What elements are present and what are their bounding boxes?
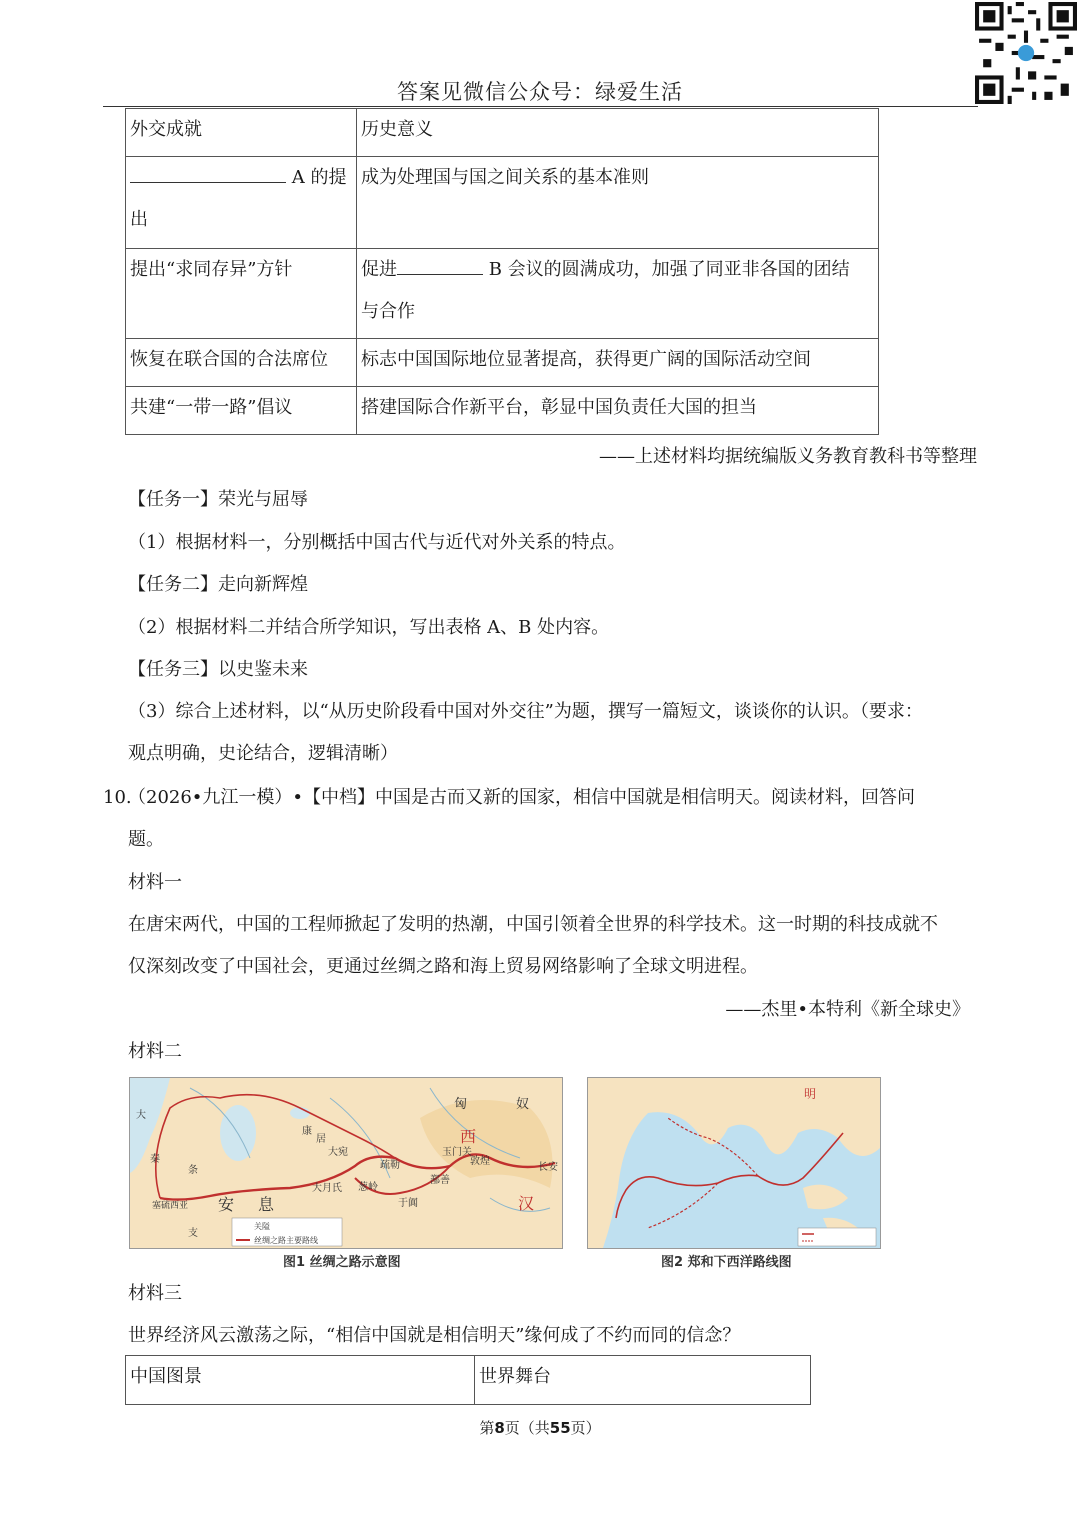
material2-label: 材料二 [128, 1041, 182, 1062]
answer-blank-b[interactable] [397, 254, 483, 275]
map-label: 西 [460, 1127, 477, 1146]
map-label: 安 [218, 1195, 235, 1214]
diplomacy-table [125, 108, 879, 435]
map-legend [798, 1228, 876, 1246]
figure2-caption: 图2 郑和下西洋路线图 [661, 1255, 792, 1270]
task3-question-line1: （3）综合上述材料，以“从历史阶段看中国对外交往”为题，撰写一篇短文，谈谈你的认识。（要求： [128, 701, 923, 722]
page-number: 8 [494, 1419, 505, 1437]
footer-text: 页（共 [504, 1419, 550, 1437]
map-label: 葱岭 [358, 1182, 378, 1193]
page-footer [0, 1417, 1080, 1438]
table-header-world-stage: 世界舞台 [475, 1356, 811, 1405]
table-row [126, 387, 879, 435]
table-cell: 标志中国国际地位显著提高，获得更广阔的国际活动空间 [357, 339, 879, 387]
material1-line1: 在唐宋两代，中国的工程师掀起了发明的热潮，中国引领着全世界的科学技术。这一时期的科技成就不 [128, 914, 938, 935]
footer-text: 页） [570, 1419, 601, 1437]
map-label: 敦煌 [470, 1156, 490, 1167]
cell-text: B 会议的圆满成功，加强了同亚非各国的团结 [488, 259, 850, 280]
material1-label: 材料一 [128, 872, 182, 893]
table-cell: 恢复在联合国的合法席位 [126, 339, 357, 387]
map-label: 玉门关 [442, 1147, 472, 1158]
map-label: 大月氏 [312, 1183, 342, 1194]
map-label: 秦 [150, 1154, 160, 1165]
figure1-caption: 图1 丝绸之路示意图 [283, 1255, 401, 1270]
task3-title: 【任务三】以史鉴未来 [128, 659, 308, 680]
task1-question: （1）根据材料一，分别概括中国古代与近代对外关系的特点。 [128, 532, 626, 553]
table-cell: 提出“求同存异”方针 [126, 249, 357, 339]
map-legend [232, 1218, 342, 1246]
legend-pass: 关隘 [254, 1222, 270, 1231]
task1-title: 【任务一】荣光与屈辱 [128, 489, 308, 510]
material3-label: 材料三 [128, 1283, 182, 1304]
map-label: 疏勒 [380, 1160, 400, 1171]
map-label: 汉 [518, 1194, 535, 1213]
table-header-significance: 历史意义 [357, 109, 879, 157]
map-label: 匈 [454, 1097, 468, 1112]
table-row [126, 249, 879, 339]
table-cell: 搭建国际合作新平台，彰显中国负责任大国的担当 [357, 387, 879, 435]
footer-text: 第 [479, 1419, 495, 1437]
map-label: 大 [136, 1110, 146, 1121]
header-title: 答案见微信公众号：绿爱生活 [397, 80, 683, 104]
cell-text: 与合作 [361, 301, 415, 322]
table-header-china-scene: 中国图景 [126, 1356, 475, 1405]
map-label: 塞硫西亚 [152, 1201, 189, 1211]
map-label: 居 [316, 1134, 326, 1145]
question10-line2: 题。 [128, 829, 164, 850]
cell-text: 出 [130, 209, 148, 230]
map-label: 明 [804, 1087, 817, 1101]
map-label: 条 [188, 1165, 198, 1176]
table-row [126, 157, 879, 249]
map-label: 鄯善 [430, 1175, 450, 1186]
legend-route: 丝绸之路主要路线 [254, 1236, 318, 1245]
table-cell: 共建“一带一路”倡议 [126, 387, 357, 435]
header-rule [103, 106, 978, 107]
answer-blank-a[interactable] [130, 162, 286, 183]
task2-question: （2）根据材料二并结合所学知识，写出表格 A、B 处内容。 [128, 617, 610, 638]
question10-line1: （2026•九江一模）•【中档】中国是古而又新的国家，相信中国就是相信明天。阅读材料，回答问 [128, 787, 916, 808]
cell-text: 促进 [361, 259, 397, 280]
table-source: ——上述材料均据统编版义务教育教科书等整理 [599, 446, 977, 467]
zheng-he-map [587, 1077, 881, 1249]
china-world-table [125, 1355, 811, 1405]
total-pages: 55 [549, 1419, 571, 1437]
table-header-achievement: 外交成就 [126, 109, 357, 157]
table-row [126, 339, 879, 387]
map-label: 于阗 [398, 1198, 418, 1209]
map-label: 奴 [516, 1097, 530, 1112]
silk-road-map [129, 1077, 563, 1249]
task2-title: 【任务二】走向新辉煌 [128, 574, 308, 595]
question-number: 10. [103, 787, 132, 808]
map-label: 支 [188, 1228, 198, 1239]
map-label: 息 [258, 1195, 275, 1214]
cell-text: A 的提 [291, 167, 347, 188]
table-cell [357, 249, 879, 339]
task3-question-line2: 观点明确，史论结合，逻辑清晰） [128, 743, 398, 764]
table-cell [126, 157, 357, 249]
material1-line2: 仅深刻改变了中国社会，更通过丝绸之路和海上贸易网络影响了全球文明进程。 [128, 956, 758, 977]
table-cell: 成为处理国与国之间关系的基本准则 [357, 157, 879, 249]
map-label: 康 [302, 1126, 312, 1137]
map-label: 大宛 [328, 1147, 348, 1158]
material1-source: ——杰里•本特利《新全球史》 [725, 999, 970, 1020]
map-label: 长安 [538, 1162, 558, 1173]
material3-text: 世界经济风云激荡之际，“相信中国就是相信明天”缘何成了不约而同的信念？ [128, 1325, 741, 1346]
